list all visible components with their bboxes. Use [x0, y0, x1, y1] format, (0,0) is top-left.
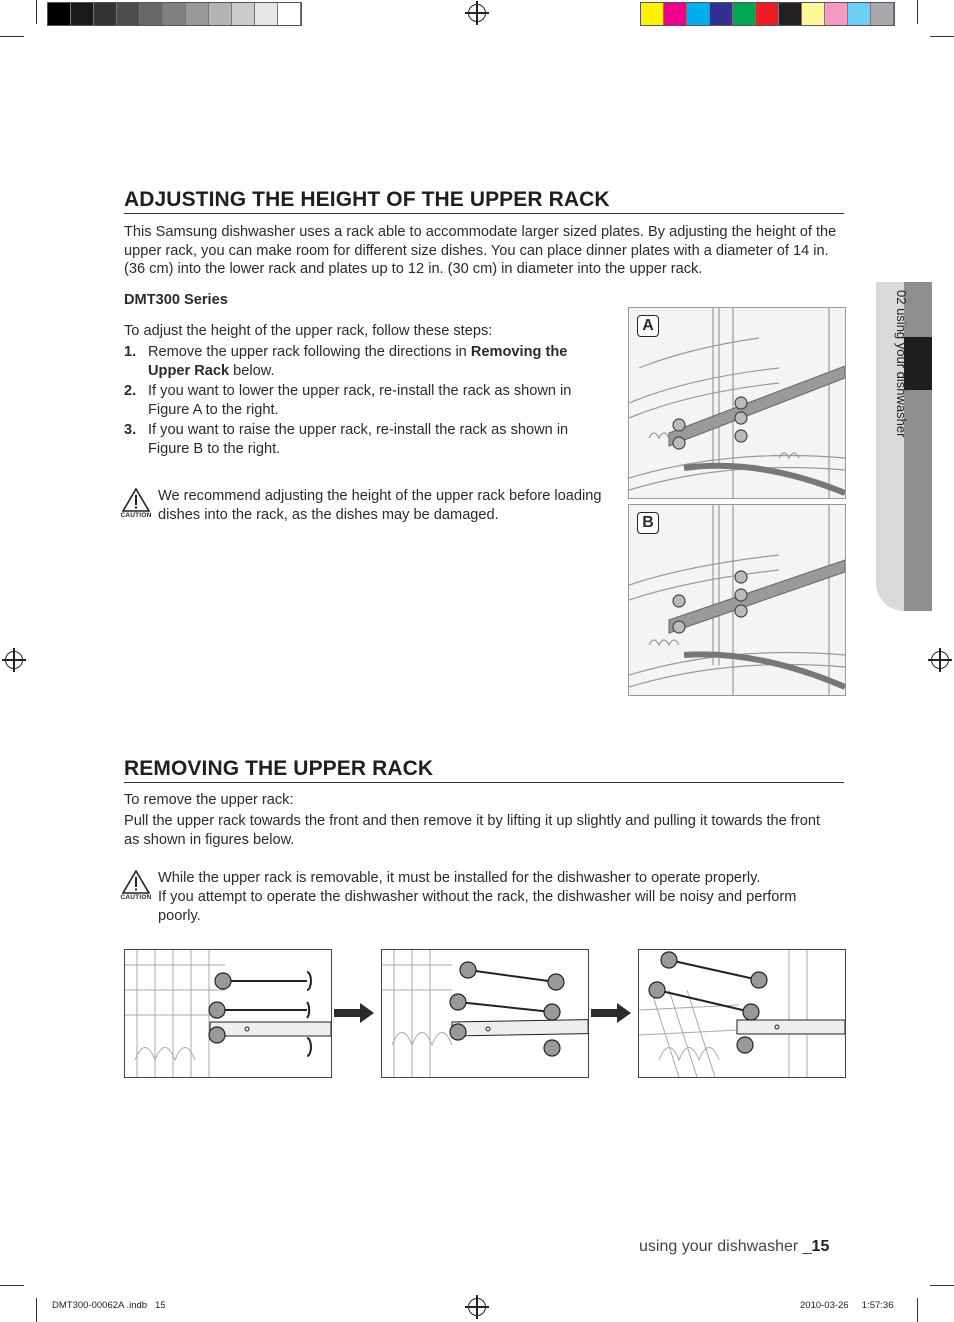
- caution-icon: CAUTION: [119, 488, 153, 519]
- footer-label: using your dishwasher _: [639, 1238, 812, 1255]
- gray-swatch: [94, 3, 117, 25]
- chapter-side-tab: [876, 282, 932, 611]
- caution-icon: CAUTION: [119, 870, 153, 901]
- figure-b-label: B: [637, 512, 659, 534]
- series-heading: DMT300 Series: [124, 292, 228, 308]
- page-number: 15: [811, 1238, 830, 1255]
- figure-a-label: A: [637, 315, 659, 337]
- color-swatch: [710, 3, 733, 25]
- crop-mark: [930, 36, 954, 37]
- step-item: [124, 382, 594, 419]
- gray-swatch: [140, 3, 163, 25]
- crop-mark: [36, 1298, 37, 1322]
- color-swatch: [687, 3, 710, 25]
- crop-mark: [917, 0, 918, 24]
- color-swatch: [871, 3, 894, 25]
- removal-step-2-figure: [381, 949, 589, 1078]
- step-item: [124, 343, 594, 380]
- steps-intro: To adjust the height of the upper rack, follow these steps:: [124, 323, 493, 339]
- gray-swatch: [48, 3, 71, 25]
- color-swatch: [802, 3, 825, 25]
- grayscale-bar: [47, 2, 302, 26]
- color-swatch: [641, 3, 664, 25]
- crop-mark: [0, 36, 24, 37]
- removal-step-1-figure: [124, 949, 332, 1078]
- step-number: 1.: [124, 344, 137, 360]
- section-title-adjusting: ADJUSTING THE HEIGHT OF THE UPPER RACK: [124, 188, 610, 211]
- gray-swatch: [255, 3, 278, 25]
- remove-intro: To remove the upper rack:: [124, 792, 294, 808]
- color-swatch: [664, 3, 687, 25]
- side-tab-label: 02 using your dishwasher: [894, 290, 909, 438]
- arrow-right-icon: [591, 1003, 631, 1028]
- color-swatch: [733, 3, 756, 25]
- caution-text-adjusting: We recommend adjusting the height of the upper rack before loading dishes into the rack, as the dishes may be damaged.: [158, 488, 602, 523]
- step-number: 3.: [124, 422, 137, 439]
- steps-list: [124, 343, 594, 461]
- registration-mark-icon: [931, 651, 949, 669]
- step-item: [124, 421, 594, 458]
- section-rule: [124, 213, 844, 214]
- gray-swatch: [232, 3, 255, 25]
- section-title-removing: REMOVING THE UPPER RACK: [124, 757, 434, 780]
- arrow-right-icon: [334, 1003, 374, 1028]
- crop-mark: [930, 1285, 954, 1286]
- figure-b: [628, 504, 846, 696]
- intro-paragraph: This Samsung dishwasher uses a rack able to accommodate larger sized plates. By adjusting the height of the upper rack, you can make room for different size dishes. You can place dinner plates with a diameter of 14 in. (36 cm) into the lower rack and plates up to 12 in. (30 cm) in diameter into the upper rack.: [124, 224, 837, 278]
- gray-swatch: [117, 3, 140, 25]
- gray-swatch: [163, 3, 186, 25]
- registration-mark-icon: [468, 1298, 486, 1316]
- removal-step-3-figure: [638, 949, 846, 1078]
- remove-instructions: Pull the upper rack towards the front and then remove it by lifting it up slightly and pulling it towards the front as shown in figures below.: [124, 813, 821, 848]
- caution-text-removing-2: If you attempt to operate the dishwasher without the rack, the dishwasher will be noisy and perform poorly.: [158, 889, 797, 924]
- color-swatch: [779, 3, 802, 25]
- color-swatch: [756, 3, 779, 25]
- color-swatch: [848, 3, 871, 25]
- crop-mark: [36, 0, 37, 24]
- registration-mark-icon: [5, 651, 23, 669]
- gray-swatch: [186, 3, 209, 25]
- step-text: below.: [229, 362, 275, 379]
- figure-a: [628, 307, 846, 499]
- gray-swatch: [71, 3, 94, 25]
- caution-text-removing-1: While the upper rack is removable, it must be installed for the dishwasher to operate properly.: [158, 870, 761, 886]
- crop-mark: [917, 1298, 918, 1322]
- step-text-bold: Removing the Upper Rack: [148, 344, 568, 379]
- gray-swatch: [209, 3, 232, 25]
- section-rule: [124, 782, 844, 783]
- print-timestamp: 2010-03-26 1:57:36: [800, 1300, 894, 1311]
- step-text: Remove the upper rack following the directions in: [148, 344, 471, 360]
- print-file-info: DMT300-00062A .indb 15: [52, 1300, 166, 1311]
- crop-mark: [0, 1285, 24, 1286]
- registration-mark-icon: [468, 4, 486, 22]
- step-number: 2.: [124, 383, 137, 400]
- step-text: If you want to raise the upper rack, re-install the rack as shown in Figure B to the right.: [148, 422, 569, 457]
- page-footer: [639, 1238, 829, 1256]
- color-bar: [640, 2, 895, 26]
- color-swatch: [825, 3, 848, 25]
- gray-swatch: [278, 3, 301, 25]
- step-text: If you want to lower the upper rack, re-install the rack as shown in Figure A to the right.: [148, 383, 572, 418]
